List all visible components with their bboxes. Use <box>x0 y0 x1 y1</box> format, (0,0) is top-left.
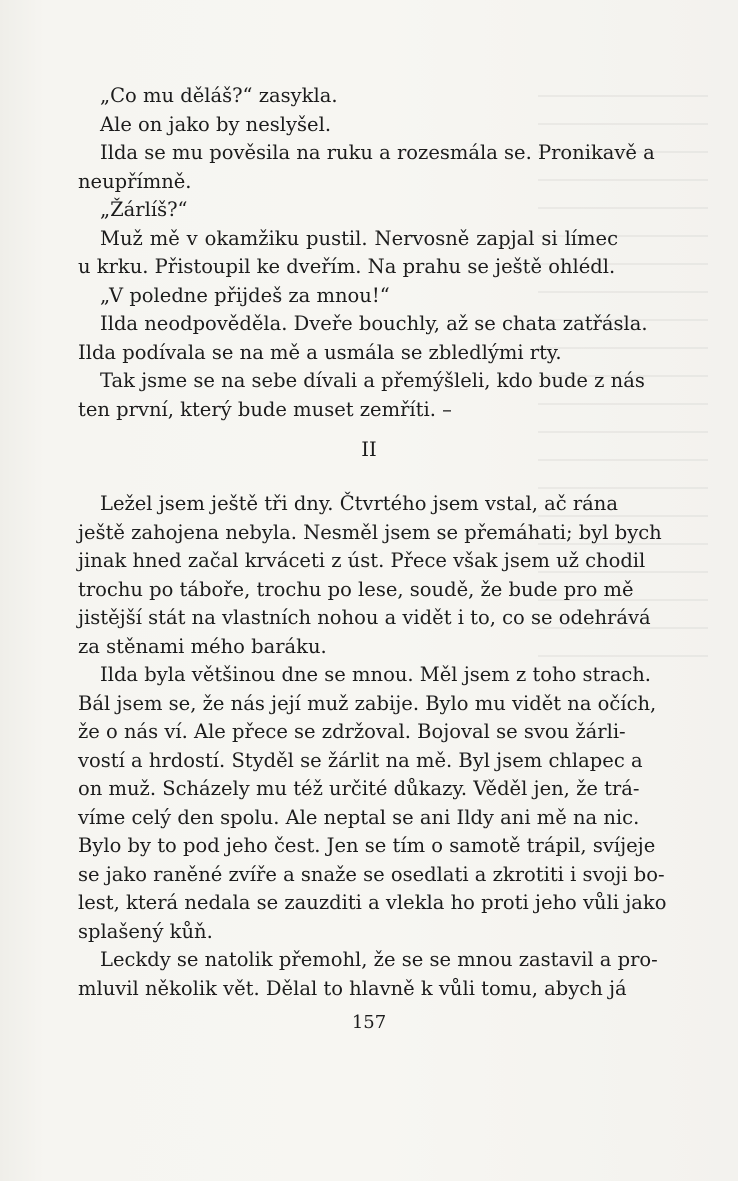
text-line: splašený kůň. <box>78 919 213 943</box>
text-line: „Co mu děláš?“ zasykla. <box>100 84 338 107</box>
section-heading: II <box>361 438 377 461</box>
text-line: Ilda byla většinou dne se mnou. Měl jsem z toho strach. <box>100 663 652 686</box>
text-line: Bylo by to pod jeho čest. Jen se tím o samotě trápil, svíjeje <box>78 834 656 857</box>
text-line: on muž. Scházely mu též určité důkazy. Věděl jen, že trá- <box>78 777 640 800</box>
text-line: víme celý den spolu. Ale neptal se ani Ildy ani mě na nic. <box>78 805 640 829</box>
text-line: „V poledne přijdeš za mnou!“ <box>100 283 390 307</box>
text-line: Ilda se mu pověsila na ruku a rozesmála se. Pronikavě a <box>100 141 655 164</box>
text-line: trochu po táboře, trochu po lese, soudě, že bude pro mě <box>78 577 634 601</box>
text-line: Ale on jako by neslyšel. <box>100 112 332 136</box>
text-line: u krku. Přistoupil ke dveřím. Na prahu se ještě ohlédl. <box>78 255 616 278</box>
text-line: se jako raněné zvíře a snaže se osedlati a zkrotiti i svoji bo- <box>78 862 665 886</box>
text-line: že o nás ví. Ale přece se zdržoval. Bojoval se svou žárli- <box>78 720 626 743</box>
text-line: lest, která nedala se zauzditi a vlekla ho proti jeho vůli jako <box>78 891 667 914</box>
text-line: mluvil několik vět. Dělal to hlavně k vůli tomu, abych já <box>78 976 627 1000</box>
text-line: Tak jsme se na sebe dívali a přemýšleli, kdo bude z nás <box>100 369 645 392</box>
text-line: Ilda podívala se na mě a usmála se zbledlými rty. <box>78 340 562 364</box>
text-line: Ležel jsem ještě tři dny. Čtvrtého jsem vstal, ač rána <box>100 492 618 515</box>
text-line: Leckdy se natolik přemohl, že se se mnou zastavil a pro- <box>100 948 658 971</box>
text-part-two <box>78 490 667 1003</box>
text-line: Bál jsem se, že nás její muž zabije. Bylo mu vidět na očích, <box>78 691 657 715</box>
text-line: Muž mě v okamžiku pustil. Nervosně zapjal si límec <box>100 226 618 250</box>
page-number: 157 <box>351 1012 387 1033</box>
text-part-one <box>78 82 655 424</box>
text-line: ten první, který bude muset zemříti. – <box>78 397 452 421</box>
text-line: neupřímně. <box>78 169 192 193</box>
text-line: jinak hned začal krváceti z úst. Přece však jsem už chodil <box>78 549 646 572</box>
text-line: vostí a hrdostí. Styděl se žárlit na mě. Byl jsem chlapec a <box>78 748 643 772</box>
text-line: ještě zahojena nebyla. Nesměl jsem se přemáhati; byl bych <box>78 520 662 544</box>
text-line: Ilda neodpověděla. Dveře bouchly, až se chata zatřásla. <box>100 312 648 335</box>
text-line: „Žárlíš?“ <box>100 198 188 221</box>
text-line: za stěnami mého baráku. <box>78 634 327 658</box>
text-line: jistější stát na vlastních nohou a vidět i to, co se odehrává <box>78 606 651 629</box>
